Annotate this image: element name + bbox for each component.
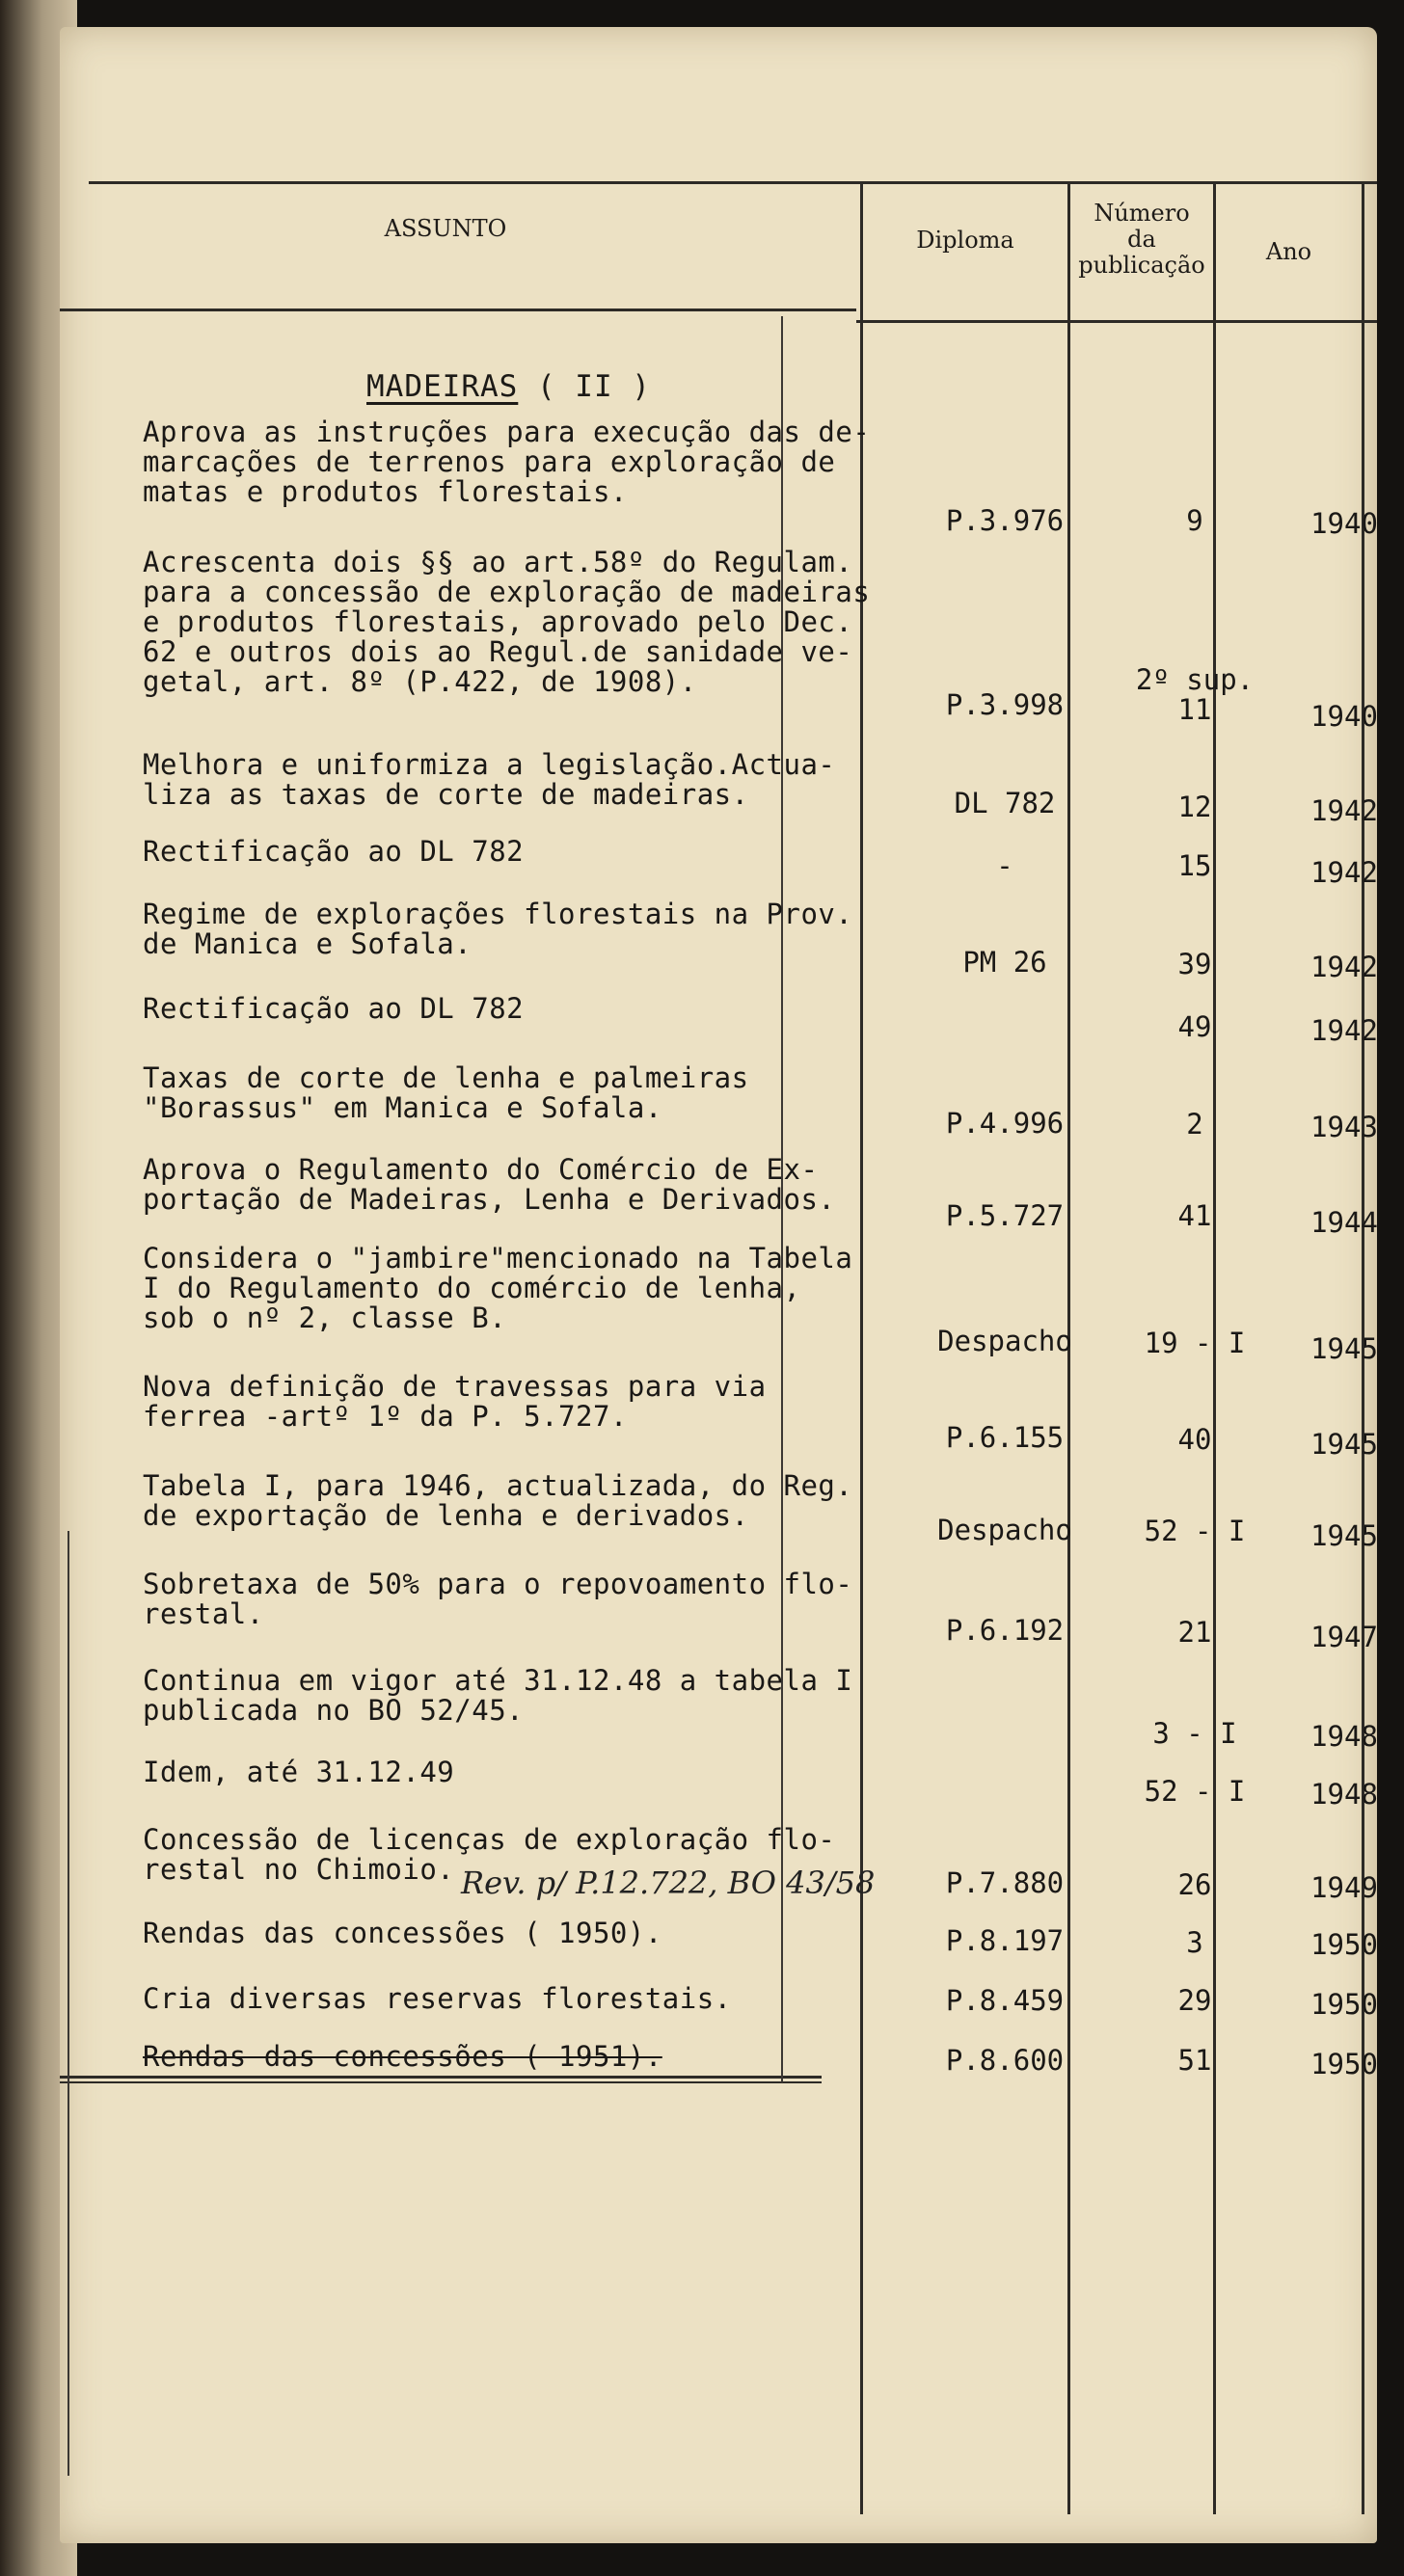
row-1-ano: 1940 [1310,507,1378,540]
row-4-ano: 1942 [1310,856,1378,889]
row-9-numero: 19 - I [1144,1327,1246,1359]
row-7-ano: 1943 [1310,1111,1378,1143]
row-5-diploma: PM 26 [962,946,1047,979]
row-8-assunto: Aprova o Regulamento do Comércio de Ex- portação de Madeiras, Lenha e Derivados. [143,1153,836,1216]
row-17-numero: 29 [1177,1984,1212,2017]
row-17-assunto: Cria diversas reservas florestais. [143,1982,732,2015]
row-3-diploma: DL 782 [954,787,1056,819]
section-title [366,369,651,404]
row-13-numero: 3 - I [1152,1717,1237,1750]
row-15-assunto: Concessão de licenças de exploração flo- restal no Chimoio. [143,1823,836,1886]
section-title-suffix: ( II ) [518,369,651,404]
row-6-numero: 49 [1177,1010,1212,1043]
header-numero-line2: da [1127,226,1156,253]
row-4-diploma: - [996,849,1013,882]
row-10-numero: 40 [1177,1423,1212,1456]
row-3-assunto: Melhora e uniformiza a legislação.Actua- liza as taxas de corte de madeiras. [143,748,836,811]
row-18-ano: 1950 [1310,2048,1378,2080]
row-15-ano: 1949 [1310,1871,1378,1904]
left-margin-rule [68,1531,69,2476]
row-14-numero: 52 - I [1144,1775,1246,1808]
row-1-assunto: Aprova as instruções para execução das de- marcações de terrenos para exploração de matas e produtos florestais. [143,416,871,508]
row-11-diploma: Despacho [937,1514,1072,1546]
row-17-diploma: P.8.459 [945,1984,1065,2017]
row-16-assunto: Rendas das concessões ( 1950). [143,1917,662,1949]
row-5-numero: 39 [1177,948,1212,980]
row-12-ano: 1947 [1310,1621,1378,1653]
row-9-ano: 1945 [1310,1332,1378,1365]
top-rule [89,181,1377,184]
row-5-ano: 1942 [1310,951,1378,983]
row-18-numero: 51 [1177,2044,1212,2077]
row-12-diploma: P.6.192 [945,1614,1065,1647]
header-numero-line1: Número [1094,200,1190,227]
row-14-ano: 1948 [1310,1778,1378,1811]
row-13-ano: 1948 [1310,1720,1378,1753]
row-15-numero: 26 [1177,1868,1212,1901]
row-1-numero: 9 [1186,504,1203,537]
row-4-assunto: Rectificação ao DL 782 [143,835,525,868]
header-ano: Ano [1265,238,1312,265]
row-10-ano: 1945 [1310,1428,1378,1461]
row-14-assunto: Idem, até 31.12.49 [143,1756,455,1788]
row-18-assunto: Rendas das concessões ( 1951). [143,2040,662,2073]
row-2-assunto: Acrescenta dois §§ ao art.58º do Regulam. para a concessão de exploração de madeiras e produtos florestais, aprovado pelo Dec. 62 e outros dois ao Regul.de sanidade ve- getal, art. 8º (P.422, de 1908). [143,546,871,698]
header-bottom-rule-right [856,320,1377,323]
row-8-diploma: P.5.727 [945,1199,1065,1232]
row-2-ano: 1940 [1310,700,1378,733]
row-12-assunto: Sobretaxa de 50% para o repovoamento flo- restal. [143,1568,853,1630]
row-16-ano: 1950 [1310,1928,1378,1961]
diploma-col-rule [860,181,863,2514]
row-18-diploma: P.8.600 [945,2044,1065,2077]
header-bottom-rule-left [60,309,856,311]
ledger-page [60,27,1377,2543]
row-10-assunto: Nova definição de travessas para via ferrea -artº 1º da P. 5.727. [143,1370,767,1433]
row-8-ano: 1944 [1310,1206,1378,1239]
header-diploma: Diploma [916,227,1014,254]
row-3-numero: 12 [1177,791,1212,823]
row-10-diploma: P.6.155 [945,1421,1065,1454]
row-15-diploma: P.7.880 [945,1866,1065,1899]
bottom-rule-2 [60,2081,822,2083]
row-8-numero: 41 [1177,1199,1212,1232]
row-6-assunto: Rectificação ao DL 782 [143,992,525,1025]
row-9-diploma: Despacho [937,1325,1072,1357]
header-assunto: ASSUNTO [384,215,507,242]
row-9-assunto: Considera o "jambire"mencionado na Tabela I do Regulamento do comércio de lenha, sob o nº 2, classe B. [143,1242,853,1334]
row-11-assunto: Tabela I, para 1946, actualizada, do Reg. de exportação de lenha e derivados. [143,1469,853,1532]
header-numero-line3: publicação [1078,252,1205,279]
row-2-diploma: P.3.998 [945,688,1065,721]
row-4-numero: 15 [1177,849,1212,882]
row-5-assunto: Regime de explorações florestais na Prov. de Manica e Sofala. [143,898,853,960]
row-17-ano: 1950 [1310,1988,1378,2021]
row-6-ano: 1942 [1310,1014,1378,1047]
row-12-numero: 21 [1177,1616,1212,1649]
row-1-diploma: P.3.976 [945,504,1065,537]
row-2-numero: 2º sup. 11 [1135,663,1255,726]
row-7-diploma: P.4.996 [945,1107,1065,1140]
row-7-numero: 2 [1186,1108,1203,1140]
row-16-diploma: P.8.197 [945,1924,1065,1957]
row-7-assunto: Taxas de corte de lenha e palmeiras "Borassus" em Manica e Sofala. [143,1061,749,1124]
handwritten-revision-note: Rev. p/ P.12.722, BO 43/58 [461,1865,876,1901]
row-13-assunto: Continua em vigor até 31.12.48 a tabela I publicada no BO 52/45. [143,1664,853,1727]
row-16-numero: 3 [1186,1926,1203,1959]
row-11-numero: 52 - I [1144,1515,1246,1547]
row-3-ano: 1942 [1310,794,1378,827]
header-numero [1070,201,1213,279]
bottom-rule [60,2076,822,2079]
section-title-main: MADEIRAS [366,369,519,404]
row-11-ano: 1945 [1310,1519,1378,1552]
